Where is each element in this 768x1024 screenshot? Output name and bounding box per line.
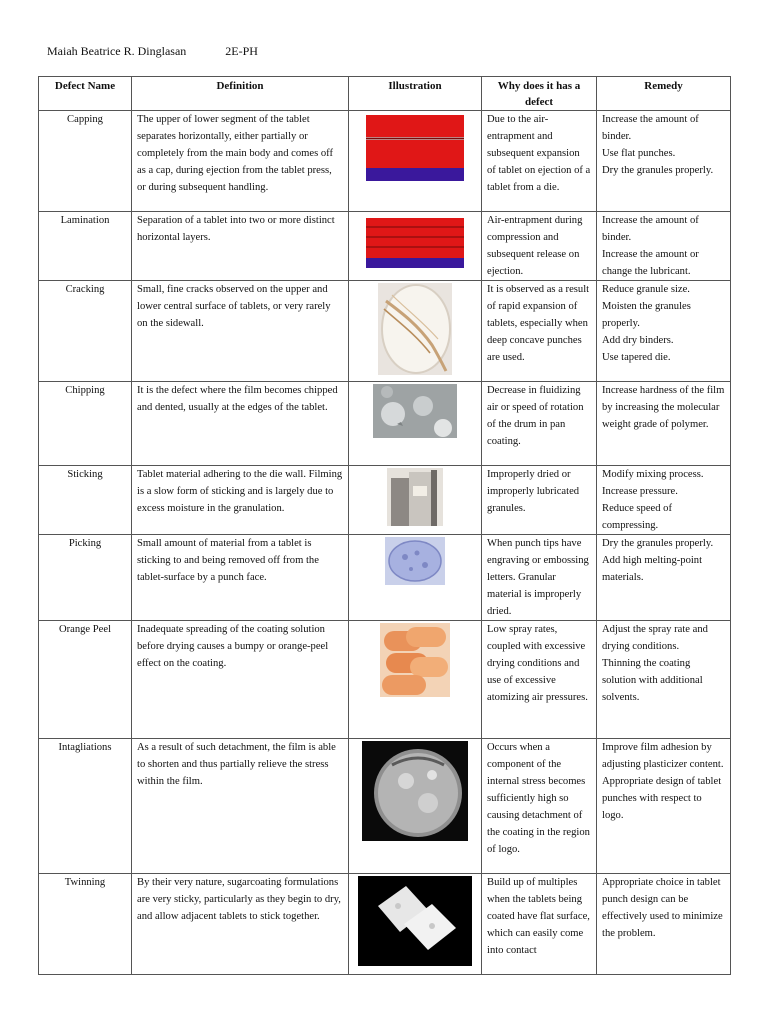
- table-row: [39, 739, 731, 874]
- defect-name: Capping: [39, 111, 132, 212]
- defect-remedy: [597, 466, 731, 535]
- defects-table: [38, 76, 731, 975]
- illustration-cell: [349, 535, 482, 621]
- illustration-cell: [349, 621, 482, 739]
- remedy-item: Reduce granule size.: [602, 284, 690, 295]
- intagliation-tablet-photo: [362, 741, 468, 841]
- defect-definition: Inadequate spreading of the coating solution before drying causes a bumpy or orange-peel effect on the coating.: [132, 621, 349, 739]
- defect-remedy: [597, 739, 731, 874]
- defect-definition: As a result of such detachment, the film is able to shorten and thus partially relieve the stress within the film.: [132, 739, 349, 874]
- column-header: Defect Name: [39, 77, 132, 111]
- remedy-item: Modify mixing process.: [602, 469, 704, 480]
- illustration-cell: [349, 739, 482, 874]
- defect-remedy: [597, 382, 731, 466]
- remedy-item: Increase hardness of the film by increasing the molecular weight grade of polymer.: [602, 385, 725, 430]
- defect-name: Intagliations: [39, 739, 132, 874]
- remedy-item: Add dry binders.: [602, 335, 674, 346]
- section-label: 2E-PH: [225, 44, 258, 58]
- defect-definition: Small, fine cracks observed on the upper and lower central surface of tablets, or very rarely on the sidewall.: [132, 281, 349, 382]
- remedy-item: Appropriate design of tablet punches with respect to logo.: [602, 776, 722, 821]
- defect-remedy: [597, 281, 731, 382]
- illustration-cell: [349, 466, 482, 535]
- defect-name: Lamination: [39, 212, 132, 281]
- defect-cause: Build up of multiples when the tablets being coated have flat surface, which can easily come into contact: [482, 874, 597, 975]
- remedy-item: Add high melting-point materials.: [602, 555, 703, 583]
- defect-definition: Separation of a tablet into two or more distinct horizontal layers.: [132, 212, 349, 281]
- table-row: [39, 621, 731, 739]
- defect-cause: Improperly dried or improperly lubricated granules.: [482, 466, 597, 535]
- table-row: [39, 212, 731, 281]
- defect-cause: Decrease in fluidizing air or speed of rotation of the drum in pan coating.: [482, 382, 597, 466]
- remedy-item: Dry the granules properly.: [602, 538, 714, 549]
- defect-cause: It is observed as a result of rapid expansion of tablets, especially when deep concave punches are used.: [482, 281, 597, 382]
- cracked-tablet-photo: [378, 283, 452, 375]
- lamination-tablet-image: [366, 214, 464, 272]
- illustration-cell: [349, 874, 482, 975]
- remedy-item: Use tapered die.: [602, 352, 671, 363]
- orange-peel-tablets-photo: [380, 623, 450, 697]
- illustration-cell: [349, 382, 482, 466]
- remedy-item: Increase the amount of binder.: [602, 114, 699, 142]
- remedy-item: Increase pressure.: [602, 486, 678, 497]
- defect-remedy: [597, 212, 731, 281]
- illustration-cell: [349, 281, 482, 382]
- remedy-item: Appropriate choice in tablet punch design can be effectively used to minimize the problem.: [602, 877, 723, 939]
- remedy-item: Increase the amount of binder.: [602, 215, 699, 243]
- defect-definition: Small amount of material from a tablet is sticking to and being removed off from the tablet-surface by a punch face.: [132, 535, 349, 621]
- defect-definition: By their very nature, sugarcoating formulations are very sticky, particularly as they begin to dry, and allow adjacent tablets to stick together.: [132, 874, 349, 975]
- remedy-item: Use flat punches.: [602, 148, 676, 159]
- defect-name: Sticking: [39, 466, 132, 535]
- defect-remedy: [597, 621, 731, 739]
- column-header: Why does it has a defect: [482, 77, 597, 111]
- illustration-cell: [349, 212, 482, 281]
- defect-name: Chipping: [39, 382, 132, 466]
- defect-remedy: [597, 111, 731, 212]
- remedy-item: Thinning the coating solution with additional solvents.: [602, 658, 703, 703]
- author-name: Maiah Beatrice R. Dinglasan: [47, 44, 187, 58]
- defect-cause: Low spray rates, coupled with excessive drying conditions and use of excessive atomizing air pressures.: [482, 621, 597, 739]
- table-row: [39, 111, 731, 212]
- defect-remedy: [597, 874, 731, 975]
- table-row: [39, 535, 731, 621]
- table-header-row: [39, 77, 731, 111]
- defect-definition: Tablet material adhering to the die wall. Filming is a slow form of sticking and is largely due to excess moisture in the granulation.: [132, 466, 349, 535]
- punch-sticking-photo: [387, 468, 443, 526]
- table-row: [39, 874, 731, 975]
- defect-cause: Occurs when a component of the internal stress becomes sufficiently high so causing detachment of the coating in the region of logo.: [482, 739, 597, 874]
- defect-definition: The upper of lower segment of the tablet separates horizontally, either partially or completely from the main body and comes off as a cap, during ejection from the tablet press, or during subsequent handling.: [132, 111, 349, 212]
- defect-cause: Air-entrapment during compression and subsequent release on ejection.: [482, 212, 597, 281]
- defect-definition: It is the defect where the film becomes chipped and dented, usually at the edges of the tablet.: [132, 382, 349, 466]
- chipped-tablets-photo: [373, 384, 457, 438]
- table-row: [39, 382, 731, 466]
- table-row: [39, 466, 731, 535]
- defect-name: Picking: [39, 535, 132, 621]
- document-header: [47, 44, 258, 59]
- column-header: Remedy: [597, 77, 731, 111]
- twinned-tablets-photo: [358, 876, 472, 966]
- defect-cause: Due to the air-entrapment and subsequent expansion of tablet on ejection of a tablet from a die.: [482, 111, 597, 212]
- column-header: Definition: [132, 77, 349, 111]
- column-header: Illustration: [349, 77, 482, 111]
- remedy-item: Improve film adhesion by adjusting plasticizer content.: [602, 742, 724, 770]
- remedy-item: Dry the granules properly.: [602, 165, 714, 176]
- defect-name: Twinning: [39, 874, 132, 975]
- remedy-item: Reduce speed of compressing.: [602, 503, 673, 531]
- remedy-item: Moisten the granules properly.: [602, 301, 691, 329]
- remedy-item: Increase the amount or change the lubricant.: [602, 249, 699, 277]
- illustration-cell: [349, 111, 482, 212]
- defect-name: Cracking: [39, 281, 132, 382]
- picked-tablet-photo: [385, 537, 445, 585]
- remedy-item: Adjust the spray rate and drying conditions.: [602, 624, 708, 652]
- table-row: [39, 281, 731, 382]
- defect-cause: When punch tips have engraving or embossing letters. Granular material is improperly dried.: [482, 535, 597, 621]
- capping-tablet-image: [366, 113, 464, 181]
- defect-remedy: [597, 535, 731, 621]
- defect-name: Orange Peel: [39, 621, 132, 739]
